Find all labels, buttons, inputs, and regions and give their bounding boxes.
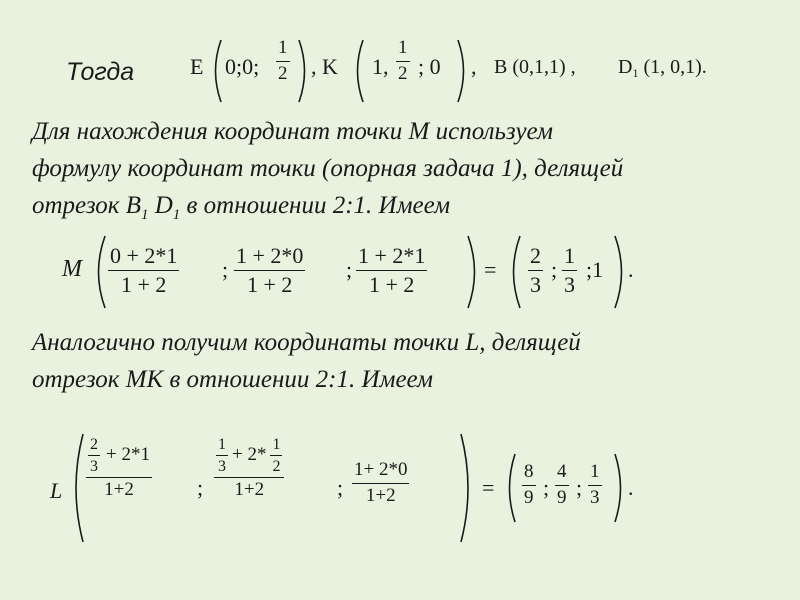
formula-M-result-frac-2 xyxy=(562,244,577,297)
p1-segment-c: в отношении 2:1. Имеем xyxy=(180,192,451,219)
formula-M-result-sep: ; xyxy=(551,257,558,282)
p1-segment-b: D xyxy=(148,192,173,219)
formula-L-equals: = xyxy=(482,475,495,500)
point-E-sep: , xyxy=(311,54,317,79)
formula-L-f2-in2-den: 2 xyxy=(272,457,281,475)
formula-L-frac-3 xyxy=(352,460,409,507)
formula-L-result-frac-2 xyxy=(555,462,569,509)
point-K-left-paren xyxy=(350,38,366,104)
formula-M-left-paren xyxy=(90,234,108,310)
formula-L-result-frac-3 xyxy=(588,462,602,509)
formula-L-sep-2: ; xyxy=(337,475,344,500)
formula-L-f1-in-num: 2 xyxy=(88,436,100,456)
formula-M-r2-num: 1 xyxy=(562,244,577,271)
point-K-c3: ; 0 xyxy=(418,54,441,79)
formula-L-f2-in1-num: 1 xyxy=(216,436,228,456)
formula-L-f2-in1-den: 3 xyxy=(218,457,226,475)
formula-L-letter: L xyxy=(50,478,63,503)
point-E-frac-den: 2 xyxy=(278,62,288,84)
formula-L-result-sep-2: ; xyxy=(576,475,583,500)
formula-M-end: . xyxy=(628,257,634,282)
formula-M-r1-den: 3 xyxy=(530,272,541,298)
p1-sub-1: 1 xyxy=(140,207,149,223)
formula-M-result-3: ;1 xyxy=(586,257,604,282)
formula-M-sep-1: ; xyxy=(222,257,229,282)
formula-M-f3-den: 1 + 2 xyxy=(369,272,415,298)
formula-M-r2-den: 3 xyxy=(564,272,575,298)
formula-M-f3-num: 1 + 2*1 xyxy=(356,244,427,271)
formula-L-f3-den: 1+2 xyxy=(365,484,396,506)
paragraph-1-line-3 xyxy=(32,187,450,234)
formula-M-letter: M xyxy=(62,256,82,282)
point-E-frac-num: 1 xyxy=(276,38,290,62)
point-E-left-paren xyxy=(208,38,224,104)
point-K-fraction xyxy=(396,38,410,85)
formula-L-label xyxy=(50,478,62,504)
formula-L-result-right-paren xyxy=(612,452,628,524)
point-D1 xyxy=(618,56,707,81)
formula-M-right-paren xyxy=(465,234,483,310)
formula-L-f1-num xyxy=(86,436,152,478)
formula-M-f1-den: 1 + 2 xyxy=(121,272,167,298)
formula-L-left-paren xyxy=(68,432,86,544)
intro-label: Тогда xyxy=(66,58,135,86)
formula-M-frac-2 xyxy=(234,244,305,297)
formula-L-r2-den: 9 xyxy=(557,486,567,508)
formula-L-f2-inner-2 xyxy=(270,436,282,475)
formula-M-label xyxy=(62,256,82,283)
point-E-fraction xyxy=(276,38,290,85)
formula-L-sep-1: ; xyxy=(197,475,204,500)
formula-M-result-left-paren xyxy=(505,234,523,310)
point-D-label: D xyxy=(618,56,633,78)
point-B: B (0,1,1) , xyxy=(494,56,576,78)
point-E-label: E xyxy=(190,54,204,79)
point-D-sub: 1 xyxy=(632,66,639,80)
formula-L-r3-den: 3 xyxy=(590,486,600,508)
formula-L-result-sep-1: ; xyxy=(543,475,550,500)
formula-L-right-paren xyxy=(458,432,476,544)
formula-M-equals: = xyxy=(484,257,497,282)
formula-L-f2-inner-1 xyxy=(216,436,228,475)
point-K-label: K xyxy=(322,54,338,79)
formula-L-result-left-paren xyxy=(502,452,518,524)
formula-L-f1-in-den: 3 xyxy=(90,457,98,475)
formula-L-frac-2 xyxy=(214,436,284,501)
formula-L-r1-num: 8 xyxy=(522,462,536,486)
formula-M-f1-num: 0 + 2*1 xyxy=(108,244,179,271)
formula-L-r1-den: 9 xyxy=(524,486,534,508)
formula-L-f2-num xyxy=(214,436,284,478)
formula-L-end: . xyxy=(628,475,634,500)
point-D-coords: (1, 0,1). xyxy=(643,56,707,78)
point-E-right-paren xyxy=(296,38,312,104)
p1-segment-a: отрезок B xyxy=(32,192,141,219)
formula-L-f2-den: 1+2 xyxy=(234,479,265,501)
formula-L-r2-num: 4 xyxy=(555,462,569,486)
point-K-frac-num: 1 xyxy=(396,38,410,62)
formula-M-f2-num: 1 + 2*0 xyxy=(234,244,305,271)
paragraph-2-line-2: отрезок MK в отношении 2:1. Имеем xyxy=(32,366,433,393)
formula-L-f2-mid: + 2* xyxy=(232,444,267,466)
p1-sub-2: 1 xyxy=(172,207,181,223)
formula-L-result-frac-1 xyxy=(522,462,536,509)
formula-M-sep-2: ; xyxy=(346,257,353,282)
paragraph-2-line-1: Аналогично получим координаты точки L, делящей xyxy=(32,329,581,356)
point-K-right-paren xyxy=(455,38,471,104)
formula-L-f1-den: 1+2 xyxy=(104,479,134,501)
paragraph-1-line-2: формулу координат точки (опорная задача 1), делящей xyxy=(32,155,624,182)
point-K-sep: , xyxy=(471,54,477,79)
formula-M-frac-1 xyxy=(108,244,179,297)
formula-M-r1-num: 2 xyxy=(528,244,543,271)
formula-M-result-frac-1 xyxy=(528,244,543,297)
formula-M-f2-den: 1 + 2 xyxy=(247,272,293,298)
formula-L-f2-in2-num: 1 xyxy=(270,436,282,456)
point-E-coords: 0;0; xyxy=(225,54,260,79)
paragraph-1-line-1: Для нахождения координат точки M используем xyxy=(32,118,553,145)
formula-L-r3-num: 1 xyxy=(588,462,602,486)
formula-L-f1-rest: + 2*1 xyxy=(106,444,150,466)
formula-M-frac-3 xyxy=(356,244,427,297)
point-K-frac-den: 2 xyxy=(398,62,408,84)
formula-L-f1-inner xyxy=(88,436,100,475)
formula-L-frac-1 xyxy=(86,436,152,501)
point-K-c1: 1, xyxy=(372,54,389,79)
formula-L-f3-num: 1+ 2*0 xyxy=(352,460,409,484)
